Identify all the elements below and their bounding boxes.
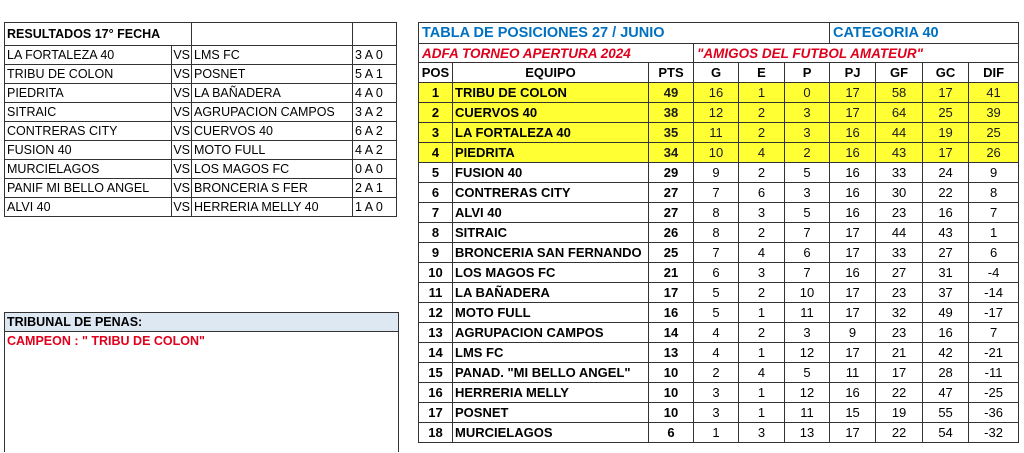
row-pts: 17 [649, 283, 694, 303]
row-gc: 43 [923, 223, 969, 243]
row-pts: 35 [649, 123, 694, 143]
row-gf: 23 [876, 283, 923, 303]
row-e: 2 [739, 283, 785, 303]
match-home-team: ALVI 40 [5, 198, 172, 217]
row-gf: 22 [876, 383, 923, 403]
row-pts: 21 [649, 263, 694, 283]
tournament-name: ADFA TORNEO APERTURA 2024 [419, 44, 694, 63]
row-g: 11 [694, 123, 739, 143]
row-pj: 17 [830, 83, 876, 103]
results-header-row [5, 23, 397, 46]
match-vs: VS [172, 141, 192, 160]
match-score: 2 A 1 [353, 179, 397, 198]
match-vs: VS [172, 198, 192, 217]
match-away-team: BRONCERIA S FER [192, 179, 353, 198]
row-pj: 15 [830, 403, 876, 423]
match-home-team: LA FORTALEZA 40 [5, 46, 172, 65]
row-pj: 17 [830, 343, 876, 363]
row-g: 4 [694, 323, 739, 343]
standings-row [419, 243, 1019, 263]
row-p: 5 [785, 163, 830, 183]
row-e: 1 [739, 383, 785, 403]
match-score: 3 A 0 [353, 46, 397, 65]
row-g: 4 [694, 343, 739, 363]
row-gf: 44 [876, 123, 923, 143]
row-e: 3 [739, 203, 785, 223]
row-gf: 17 [876, 363, 923, 383]
row-pos: 7 [419, 203, 453, 223]
row-gc: 16 [923, 203, 969, 223]
row-p: 7 [785, 263, 830, 283]
champion-text: CAMPEON : " TRIBU DE COLON" [7, 334, 205, 348]
row-pos: 17 [419, 403, 453, 423]
row-g: 12 [694, 103, 739, 123]
row-pts: 6 [649, 423, 694, 443]
row-e: 2 [739, 163, 785, 183]
match-away-team: AGRUPACION CAMPOS [192, 103, 353, 122]
row-p: 3 [785, 123, 830, 143]
row-pos: 10 [419, 263, 453, 283]
row-pos: 3 [419, 123, 453, 143]
standings-row [419, 163, 1019, 183]
row-dif: 6 [969, 243, 1019, 263]
row-dif: -14 [969, 283, 1019, 303]
standings-row [419, 203, 1019, 223]
row-pj: 17 [830, 423, 876, 443]
row-dif: -25 [969, 383, 1019, 403]
standings-row [419, 363, 1019, 383]
row-team: TRIBU DE COLON [453, 83, 649, 103]
row-gf: 30 [876, 183, 923, 203]
standings-row [419, 183, 1019, 203]
row-team: PANAD. "MI BELLO ANGEL" [453, 363, 649, 383]
column-header: PTS [649, 63, 694, 83]
row-p: 11 [785, 403, 830, 423]
row-g: 9 [694, 163, 739, 183]
row-pos: 5 [419, 163, 453, 183]
row-team: LA BAÑADERA [453, 283, 649, 303]
row-gf: 22 [876, 423, 923, 443]
row-gf: 19 [876, 403, 923, 423]
row-g: 3 [694, 383, 739, 403]
row-gf: 21 [876, 343, 923, 363]
tournament-row [419, 44, 1019, 63]
row-pts: 34 [649, 143, 694, 163]
row-dif: -32 [969, 423, 1019, 443]
column-header: POS [419, 63, 453, 83]
row-p: 2 [785, 143, 830, 163]
row-gc: 25 [923, 103, 969, 123]
row-e: 2 [739, 103, 785, 123]
row-g: 1 [694, 423, 739, 443]
standings-row [419, 123, 1019, 143]
row-pj: 16 [830, 263, 876, 283]
row-team: LA FORTALEZA 40 [453, 123, 649, 143]
row-team: MURCIELAGOS [453, 423, 649, 443]
standings-table [418, 22, 1019, 443]
row-g: 2 [694, 363, 739, 383]
row-pos: 8 [419, 223, 453, 243]
row-g: 5 [694, 283, 739, 303]
standings-row [419, 303, 1019, 323]
row-pts: 16 [649, 303, 694, 323]
row-pj: 17 [830, 283, 876, 303]
row-dif: -17 [969, 303, 1019, 323]
match-away-team: LMS FC [192, 46, 353, 65]
row-gc: 49 [923, 303, 969, 323]
row-pos: 15 [419, 363, 453, 383]
row-team: LOS MAGOS FC [453, 263, 649, 283]
row-gf: 23 [876, 323, 923, 343]
row-pos: 1 [419, 83, 453, 103]
row-p: 3 [785, 103, 830, 123]
row-pts: 38 [649, 103, 694, 123]
match-vs: VS [172, 179, 192, 198]
row-team: MOTO FULL [453, 303, 649, 323]
row-team: FUSION 40 [453, 163, 649, 183]
row-p: 10 [785, 283, 830, 303]
row-pos: 14 [419, 343, 453, 363]
row-gc: 55 [923, 403, 969, 423]
row-pos: 9 [419, 243, 453, 263]
row-team: PIEDRITA [453, 143, 649, 163]
standings-row [419, 343, 1019, 363]
results-title: RESULTADOS 17° FECHA [5, 23, 192, 46]
match-row [5, 160, 397, 179]
match-score: 4 A 2 [353, 141, 397, 160]
row-g: 3 [694, 403, 739, 423]
results-table [4, 22, 397, 217]
match-vs: VS [172, 46, 192, 65]
match-score: 0 A 0 [353, 160, 397, 179]
row-pj: 17 [830, 223, 876, 243]
row-gc: 22 [923, 183, 969, 203]
match-row [5, 122, 397, 141]
row-pos: 16 [419, 383, 453, 403]
row-e: 6 [739, 183, 785, 203]
row-dif: -4 [969, 263, 1019, 283]
row-g: 6 [694, 263, 739, 283]
row-e: 1 [739, 403, 785, 423]
standings-category: CATEGORIA 40 [830, 23, 1019, 44]
row-p: 0 [785, 83, 830, 103]
column-header: E [739, 63, 785, 83]
standings-row [419, 103, 1019, 123]
row-gc: 19 [923, 123, 969, 143]
row-dif: 41 [969, 83, 1019, 103]
column-header: EQUIPO [453, 63, 649, 83]
row-pj: 16 [830, 163, 876, 183]
column-header: PJ [830, 63, 876, 83]
row-pts: 13 [649, 343, 694, 363]
match-score: 6 A 2 [353, 122, 397, 141]
match-row [5, 65, 397, 84]
row-g: 8 [694, 223, 739, 243]
row-pj: 17 [830, 243, 876, 263]
match-home-team: PIEDRITA [5, 84, 172, 103]
tournament-subtitle: "AMIGOS DEL FUTBOL AMATEUR" [694, 44, 1019, 63]
match-vs: VS [172, 65, 192, 84]
match-home-team: PANIF MI BELLO ANGEL [5, 179, 172, 198]
match-row [5, 84, 397, 103]
match-away-team: LOS MAGOS FC [192, 160, 353, 179]
row-pj: 16 [830, 143, 876, 163]
match-vs: VS [172, 160, 192, 179]
row-g: 10 [694, 143, 739, 163]
row-pj: 16 [830, 123, 876, 143]
row-pts: 49 [649, 83, 694, 103]
row-p: 6 [785, 243, 830, 263]
row-dif: 26 [969, 143, 1019, 163]
row-pos: 2 [419, 103, 453, 123]
row-pos: 13 [419, 323, 453, 343]
row-p: 5 [785, 203, 830, 223]
row-e: 2 [739, 123, 785, 143]
match-score: 4 A 0 [353, 84, 397, 103]
row-team: BRONCERIA SAN FERNANDO [453, 243, 649, 263]
row-team: POSNET [453, 403, 649, 423]
column-header: GC [923, 63, 969, 83]
row-pts: 14 [649, 323, 694, 343]
row-pts: 29 [649, 163, 694, 183]
row-pts: 10 [649, 363, 694, 383]
tribunal-title: TRIBUNAL DE PENAS: [5, 313, 398, 332]
row-pj: 16 [830, 203, 876, 223]
row-p: 11 [785, 303, 830, 323]
row-dif: 9 [969, 163, 1019, 183]
tribunal-panel [4, 312, 399, 452]
row-dif: 25 [969, 123, 1019, 143]
standings-row [419, 223, 1019, 243]
row-g: 16 [694, 83, 739, 103]
match-home-team: TRIBU DE COLON [5, 65, 172, 84]
row-e: 2 [739, 323, 785, 343]
match-score: 1 A 0 [353, 198, 397, 217]
column-header: DIF [969, 63, 1019, 83]
match-home-team: SITRAIC [5, 103, 172, 122]
standings-row [419, 143, 1019, 163]
match-score: 3 A 2 [353, 103, 397, 122]
match-row [5, 46, 397, 65]
match-row [5, 179, 397, 198]
match-home-team: CONTRERAS CITY [5, 122, 172, 141]
row-e: 4 [739, 243, 785, 263]
row-gc: 31 [923, 263, 969, 283]
row-team: SITRAIC [453, 223, 649, 243]
row-pts: 10 [649, 403, 694, 423]
row-pos: 6 [419, 183, 453, 203]
standings-title-row [419, 23, 1019, 44]
row-p: 3 [785, 323, 830, 343]
row-gc: 28 [923, 363, 969, 383]
standings-row [419, 403, 1019, 423]
match-vs: VS [172, 103, 192, 122]
row-p: 12 [785, 343, 830, 363]
row-dif: -21 [969, 343, 1019, 363]
row-dif: 7 [969, 203, 1019, 223]
match-row [5, 198, 397, 217]
standings-column-headers [419, 63, 1019, 83]
row-g: 7 [694, 243, 739, 263]
row-pj: 17 [830, 303, 876, 323]
match-home-team: MURCIELAGOS [5, 160, 172, 179]
row-p: 13 [785, 423, 830, 443]
row-g: 5 [694, 303, 739, 323]
row-e: 4 [739, 363, 785, 383]
match-row [5, 141, 397, 160]
row-team: CUERVOS 40 [453, 103, 649, 123]
column-header: P [785, 63, 830, 83]
row-e: 3 [739, 423, 785, 443]
row-pts: 27 [649, 203, 694, 223]
row-dif: 1 [969, 223, 1019, 243]
row-pj: 9 [830, 323, 876, 343]
row-pj: 16 [830, 383, 876, 403]
standings-row [419, 263, 1019, 283]
match-away-team: MOTO FULL [192, 141, 353, 160]
row-p: 5 [785, 363, 830, 383]
row-gf: 23 [876, 203, 923, 223]
row-pts: 27 [649, 183, 694, 203]
row-team: CONTRERAS CITY [453, 183, 649, 203]
row-e: 1 [739, 343, 785, 363]
row-pj: 17 [830, 103, 876, 123]
row-gf: 44 [876, 223, 923, 243]
row-gc: 16 [923, 323, 969, 343]
row-pos: 18 [419, 423, 453, 443]
row-pj: 16 [830, 183, 876, 203]
results-header-blank [192, 23, 353, 46]
match-vs: VS [172, 84, 192, 103]
row-dif: 7 [969, 323, 1019, 343]
row-gc: 27 [923, 243, 969, 263]
row-pos: 12 [419, 303, 453, 323]
row-gf: 27 [876, 263, 923, 283]
row-pj: 11 [830, 363, 876, 383]
row-gf: 32 [876, 303, 923, 323]
row-team: ALVI 40 [453, 203, 649, 223]
row-gc: 17 [923, 143, 969, 163]
row-gc: 54 [923, 423, 969, 443]
row-g: 8 [694, 203, 739, 223]
row-e: 1 [739, 303, 785, 323]
match-away-team: LA BAÑADERA [192, 84, 353, 103]
row-e: 4 [739, 143, 785, 163]
standings-row [419, 283, 1019, 303]
standings-title: TABLA DE POSICIONES 27 / JUNIO [419, 23, 830, 44]
row-p: 3 [785, 183, 830, 203]
row-e: 1 [739, 83, 785, 103]
row-dif: -11 [969, 363, 1019, 383]
row-dif: 39 [969, 103, 1019, 123]
row-pts: 25 [649, 243, 694, 263]
results-header-blank [353, 23, 397, 46]
row-g: 7 [694, 183, 739, 203]
row-team: AGRUPACION CAMPOS [453, 323, 649, 343]
standings-row [419, 383, 1019, 403]
column-header: GF [876, 63, 923, 83]
match-away-team: POSNET [192, 65, 353, 84]
standings-row [419, 323, 1019, 343]
row-e: 3 [739, 263, 785, 283]
row-gf: 43 [876, 143, 923, 163]
row-dif: 8 [969, 183, 1019, 203]
match-home-team: FUSION 40 [5, 141, 172, 160]
row-dif: -36 [969, 403, 1019, 423]
row-gc: 24 [923, 163, 969, 183]
match-away-team: CUERVOS 40 [192, 122, 353, 141]
match-score: 5 A 1 [353, 65, 397, 84]
row-p: 7 [785, 223, 830, 243]
row-team: LMS FC [453, 343, 649, 363]
row-gc: 37 [923, 283, 969, 303]
row-pts: 10 [649, 383, 694, 403]
match-away-team: HERRERIA MELLY 40 [192, 198, 353, 217]
row-team: HERRERIA MELLY [453, 383, 649, 403]
row-pos: 11 [419, 283, 453, 303]
row-e: 2 [739, 223, 785, 243]
row-p: 12 [785, 383, 830, 403]
row-gc: 47 [923, 383, 969, 403]
row-gf: 33 [876, 163, 923, 183]
row-gf: 58 [876, 83, 923, 103]
row-pts: 26 [649, 223, 694, 243]
column-header: G [694, 63, 739, 83]
row-gc: 42 [923, 343, 969, 363]
standings-row [419, 423, 1019, 443]
row-pos: 4 [419, 143, 453, 163]
match-vs: VS [172, 122, 192, 141]
standings-row [419, 83, 1019, 103]
row-gf: 33 [876, 243, 923, 263]
match-row [5, 103, 397, 122]
row-gf: 64 [876, 103, 923, 123]
row-gc: 17 [923, 83, 969, 103]
